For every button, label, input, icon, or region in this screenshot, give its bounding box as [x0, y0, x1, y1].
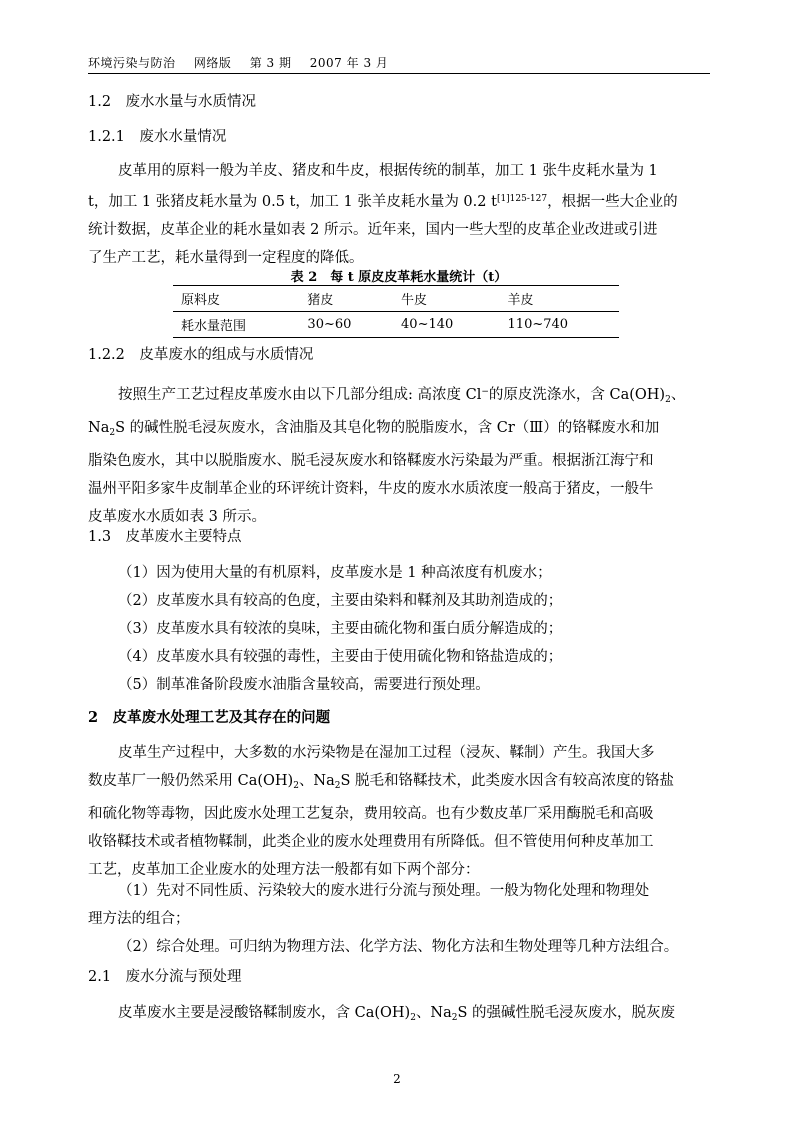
paragraph-line: 按照生产工艺过程皮革废水由以下几部分组成: 高浓度 Cl−的原皮洗涤水，含 $Ca(OH)_2$、: [118, 387, 686, 405]
list-item: （4）皮革废水具有较强的毒性，主要由于使用硫化物和铬盐造成的；: [118, 649, 563, 665]
section-heading-1-2: 1.2 废水水量与水质情况: [88, 94, 257, 110]
paragraph-line: 皮革生产过程中，大多数的水污染物是在湿加工过程（浸灰、鞣制）产生。我国大多: [118, 745, 655, 761]
feature-list: [118, 559, 710, 699]
paragraph-line: 皮革废水主要是浸酸铬鞣制废水，含 $Ca(OH)_2$、$Na_2S$ 的强碱性脱毛浸灰废水，脱灰废: [118, 1005, 676, 1023]
table-2-caption: 表 2 每 t 原皮皮革耗水量统计（t）: [290, 270, 508, 285]
section-heading-1-2-1: 1.2.1 废水水量情况: [88, 129, 227, 145]
list-item: （1）因为使用大量的有机原料，皮革废水是 1 种高浓度有机废水；: [118, 565, 552, 581]
paragraph-line: 皮革废水水质如表 3 所示。: [88, 509, 266, 525]
section-heading-2-1: 2.1 废水分流与预处理: [88, 969, 242, 985]
section-heading-1-3: 1.3 皮革废水主要特点: [88, 529, 242, 545]
paragraph-pretreatment: [88, 999, 710, 1032]
edition-label: 网络版: [193, 56, 232, 70]
date-label: 2007 年 3 月: [309, 56, 389, 70]
table-cell: 40~140: [401, 317, 454, 332]
header-rule: [88, 73, 710, 74]
section-heading-1-2-2: 1.2.2 皮革废水的组成与水质情况: [88, 347, 314, 363]
list-item: （1）先对不同性质、污染较大的废水进行分流与预处理。一般为物化处理和物理处: [118, 883, 650, 899]
table-cell: 110~740: [507, 317, 569, 332]
paragraph-water-volume: [88, 157, 710, 272]
paragraph-line: 温州平阳多家牛皮制革企业的环评统计资料，牛皮的废水水质浓度一般高于猪皮，一般牛: [88, 481, 654, 497]
paragraph-line: t，加工 1 张猪皮耗水量为 0.5 t，加工 1 张羊皮耗水量为 0.2 $t^{[1]125-127}$，根据一些大企业的: [88, 194, 678, 210]
paragraph-line: $Na_2S$ 的碱性脱毛浸灰废水，含油脂及其皂化物的脱脂废水，含 Cr（Ⅲ）的铬鞣废水和加: [88, 420, 660, 438]
list-item: （5）制革准备阶段废水油脂含量较高，需要进行预处理。: [118, 677, 490, 693]
paragraph-line: 工艺，皮革加工企业废水的处理方法一般都有如下两个部分：: [88, 862, 480, 878]
section-heading-2: 2 皮革废水处理工艺及其存在的问题: [88, 709, 331, 726]
paragraph-line: 皮革用的原料一般为羊皮、猪皮和牛皮，根据传统的制革，加工 1 张牛皮耗水量为 1: [118, 163, 658, 179]
paragraph-composition: [88, 378, 710, 531]
list-item: （3）皮革废水具有较浓的臭味，主要由硫化物和蛋白质分解造成的；: [118, 621, 563, 637]
list-item-continuation: 理方法的组合；: [88, 911, 190, 927]
table-header-cell: 猪皮: [299, 286, 393, 312]
paragraph-line: 脂染色废水，其中以脱脂废水、脱毛浸灰废水和铬鞣废水污染最为严重。根据浙江海宁和: [88, 453, 654, 469]
paragraph-line: 了生产工艺，耗水量得到一定程度的降低。: [88, 250, 364, 266]
table-header-cell: 牛皮: [393, 286, 500, 312]
treatment-steps: [88, 877, 710, 961]
paragraph-line: 和硫化物等毒物，因此废水处理工艺复杂，费用较高。也有少数皮革厂采用酶脱毛和高吸: [88, 806, 654, 822]
paragraph-line: 数皮革厂一般仍然采用 $Ca(OH)_2$、$Na_2S$ 脱毛和铬鞣技术，此类废水因含有较高浓度的铬盐: [88, 773, 675, 791]
running-header: [88, 54, 710, 71]
paragraph-line: 收铬鞣技术或者植物鞣制，此类企业的废水处理费用有所降低。但不管使用何种皮革加工: [88, 834, 654, 850]
table-header-row: [173, 286, 619, 312]
table-cell: 30~60: [307, 317, 352, 332]
table-header-cell: 原料皮: [173, 286, 299, 312]
table-cell: 耗水量范围: [181, 319, 247, 334]
issue-label: 第 3 期: [249, 56, 292, 70]
table-header-cell: 羊皮: [500, 286, 619, 312]
list-item: （2）综合处理。可归纳为物理方法、化学方法、物化方法和生物处理等几种方法组合。: [118, 939, 679, 955]
journal-name: 环境污染与防治: [88, 56, 176, 70]
table-row: [173, 312, 619, 338]
paragraph-process: [88, 739, 710, 884]
citation-superscript: [1]125-127: [496, 194, 548, 204]
page-number: 2: [393, 1072, 401, 1086]
paragraph-line: 统计数据，皮革企业的耗水量如表 2 所示。近年来，国内一些大型的皮革企业改进或引进: [88, 222, 658, 238]
list-item: （2）皮革废水具有较高的色度，主要由染料和鞣剂及其助剂造成的；: [118, 593, 563, 609]
table-2: [173, 285, 619, 338]
